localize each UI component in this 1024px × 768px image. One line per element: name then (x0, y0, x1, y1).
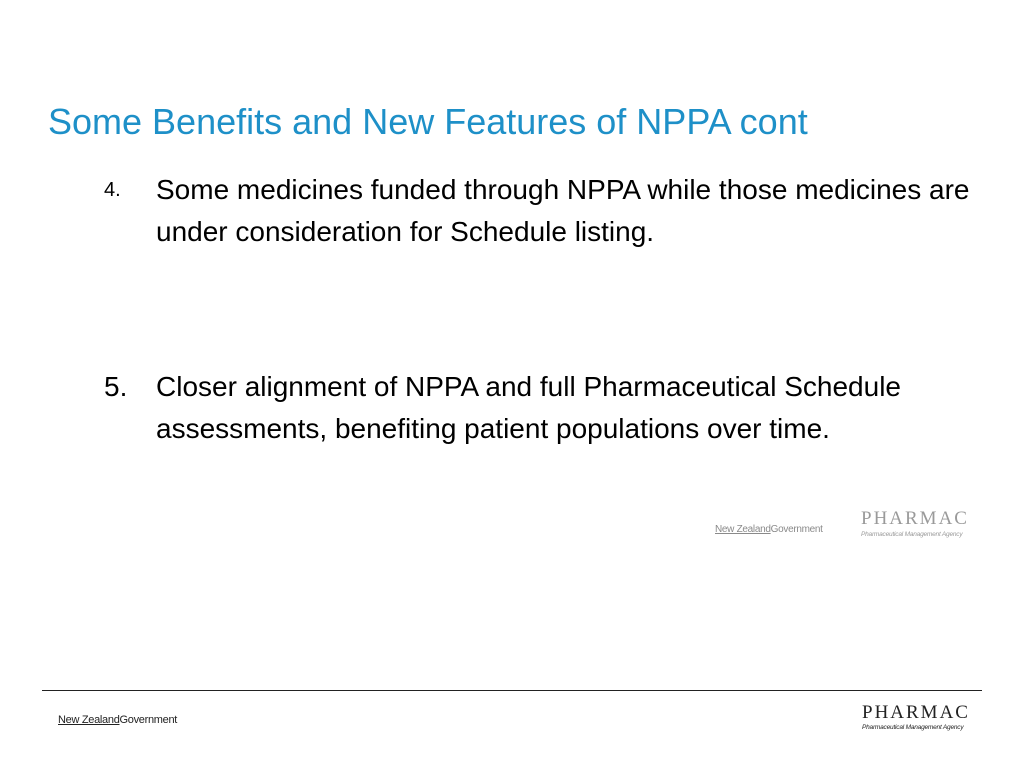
pharmac-logo-agency: Pharmaceutical Management Agency (861, 531, 963, 538)
footer-pharmac-logo-agency: Pharmaceutical Management Agency (862, 724, 964, 731)
footer-pharmac-logo-name: PHARMAC (862, 702, 970, 723)
list-item-number: 5. (104, 371, 128, 402)
nz-government-logo-suffix: Government (770, 524, 823, 535)
pharmac-logo (861, 508, 969, 540)
slide-title: Some Benefits and New Features of NPPA cont (48, 101, 808, 142)
footer-pharmac-logo (862, 702, 970, 733)
list-item-text: Closer alignment of NPPA and full Pharmaceutical Schedule assessments, benefiting patient populations over time. (156, 371, 901, 444)
pharmac-logo-name: PHARMAC (861, 508, 969, 529)
footer-divider (42, 690, 982, 691)
nz-government-logo (715, 524, 823, 535)
nz-government-logo-prefix: New Zealand (715, 524, 771, 535)
list-item-number: 4. (104, 179, 121, 201)
footer-nz-government-logo-prefix: New Zealand (58, 714, 120, 726)
list-item (104, 169, 984, 253)
list-item (104, 366, 984, 450)
footer-nz-government-logo (58, 714, 177, 726)
list-item-text: Some medicines funded through NPPA while those medicines are under consideration for Schedule listing. (156, 174, 970, 247)
footer-nz-government-logo-suffix: Government (119, 714, 178, 726)
